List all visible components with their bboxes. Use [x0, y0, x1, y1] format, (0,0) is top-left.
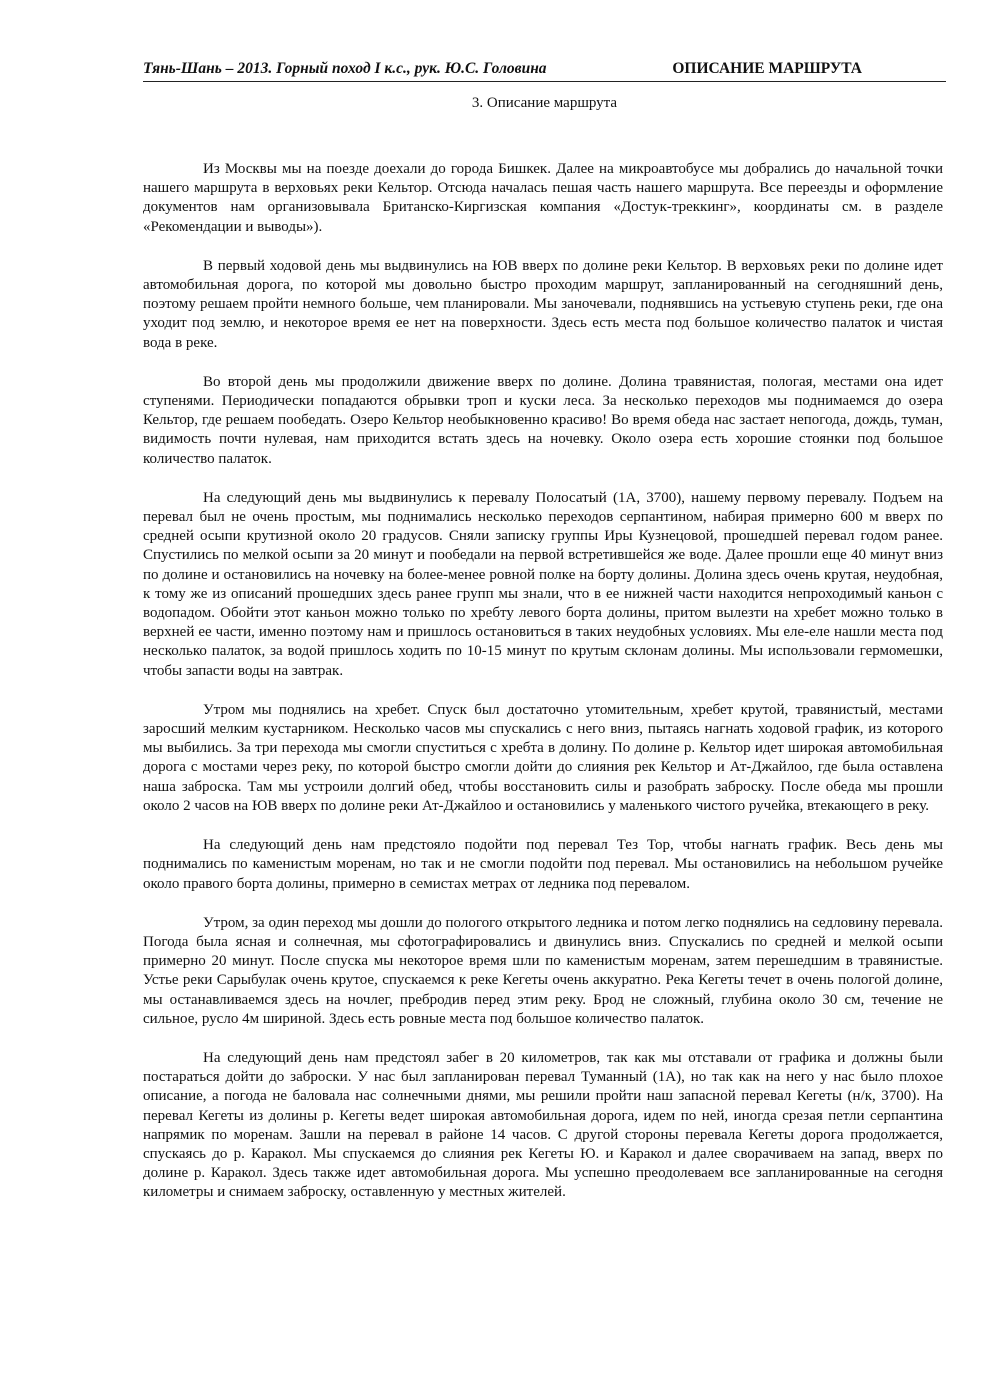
- paragraph-day-6: Утром, за один переход мы дошли до пологого открытого ледника и потом легко поднялись на седловину перевала. Погода была ясная и солнечная, мы сфотографировались и двинулись вниз. Спускались по средней и мелкой осыпи примерно 20 минут. После спуска мы некоторое время шли по каменистым моренам, затем перешедшим в травянистые. Устье реки Сарыбулак очень крутое, спускаемся к реке Кегеты очень аккуратно. Река Кегеты течет в очень пологой долине, мы останавливаемся здесь на ночлег, пребродив перед этим реку. Брод не сложный, глубина около 30 см, течение не сильное, русло 4м шириной. Здесь есть ровные места под большое количество палаток.: [143, 914, 943, 1027]
- paragraph-day-7: На следующий день нам предстоял забег в 20 километров, так как мы отставали от графика и должны были постараться дойти до заброски. У нас был запланирован перевал Туманный (1А), но так как на него у нас было плохое описание, а погода не баловала нас солнечными днями, мы решили пройти наш запасной перевал Кегеты (н/к, 3700). На перевал Кегеты из долины р. Кегеты ведет широкая автомобильная дорога, идем по ней, иногда срезая петли серпантина напрямик по моренам. Зашли на перевал в районе 14 часов. С другой стороны перевала Кегеты дорога продолжается, спускаясь до р. Каракол. Мы спускаемся до слияния рек Кегеты Ю. и Каракол и далее сворачиваем на запад, вверх по долине р. Каракол. Здесь также идет автомобильная дорога. Мы успешно преодолеваем все запланированные на сегодня километры и снимаем заброску, оставленную у местных жителей.: [143, 1049, 943, 1201]
- paragraph-travel-to-start: Из Москвы мы на поезде доехали до города Бишкек. Далее на микроавтобусе мы добрались до начальной точки нашего маршрута в верховьях реки Кельтор. Отсюда началась пешая часть нашего маршрута. Все переезды и оформление документов нам организовывала Британско-Киргизская компания «Достук-треккинг», координаты см. в разделе «Рекомендации и выводы»).: [143, 161, 943, 235]
- paragraph-day-1: В первый ходовой день мы выдвинулись на ЮВ вверх по долине реки Кельтор. В верховьях реки по долине идет автомобильная дорога, по которой мы довольно быстро проходим маршрут, запланированный на сегодняшний день, поэтому решаем пройти немного больше, чем планировали. Мы заночевали, поднявшись на устьевую ступень реки, где она уходит под землю, и некоторое время ее нет на поверхности. Здесь есть места под большое количество палаток и чистая вода в реке.: [143, 257, 943, 351]
- section-title: 3. Описание маршрута: [471, 95, 618, 111]
- route-description-body: [143, 160, 943, 1223]
- header-section-name: ОПИСАНИЕ МАРШРУТА: [672, 60, 862, 77]
- running-header: [143, 59, 946, 82]
- paragraph-day-5: На следующий день нам предстояло подойти под перевал Тез Тор, чтобы нагнать график. Весь день мы поднимались по каменистым моренам, но так и не смогли подойти под перевал. Мы остановились на небольшом ручейке около правого борта долины, примерно в семистах метрах от ледника под перевалом.: [143, 837, 943, 892]
- paragraph-day-2: Во второй день мы продолжили движение вверх по долине. Долина травянистая, пологая, местами она идет ступенями. Периодически попадаются обрывки троп и куски леса. За несколько переходов мы поднимаемся до озера Кельтор, где решаем пообедать. Озеро Кельтор необыкновенно красиво! Во время обеда нас застает непогода, дождь, туман, видимость почти нулевая, нам приходится встать здесь на ночевку. Около озера есть хорошие стоянки под большое количество палаток.: [143, 373, 943, 467]
- header-expedition-title: Тянь-Шань – 2013. Горный поход I к.с., рук. Ю.С. Головина: [143, 60, 547, 77]
- paragraph-day-3: На следующий день мы выдвинулись к перевалу Полосатый (1А, 3700), нашему первому перевалу. Подъем на перевал был не очень простым, мы поднимались несколько переходов серпантином, набирая примерно 600 м вверх по средней осыпи крутизной около 20 градусов. Сняли записку группы Иры Кузнецовой, прошедшей перевал годом ранее. Спустились по мелкой осыпи за 20 минут и пообедали на первой встретившейся же воде. Далее прошли еще 40 минут вниз по долине и остановились на ночевку на более-менее ровной полке на борту долины. Долина здесь очень крутая, неудобная, к тому же из описаний прошедших здесь ранее групп мы знали, что в ее нижней части находится непроходимый каньон с водопадом. Обойти этот каньон можно только по хребту левого борта долины, притом вылезти на хребет можно только в верхней ее части, именно поэтому нам и пришлось остановиться в таких неудобных условиях. Мы еле-еле нашли места под несколько палаток, за водой пришлось ходить по 10-15 минут по крутым склонам долины. Мы использовали гермомешки, чтобы запасти воды на завтрак.: [143, 489, 943, 679]
- paragraph-day-4: Утром мы поднялись на хребет. Спуск был достаточно утомительным, хребет крутой, травянистый, местами заросший мелким кустарником. Несколько часов мы спускались с него вниз, пытаясь нагнать ходовой график, из которого мы выбились. За три перехода мы смогли спуститься с хребта в долину. По долине р. Кельтор идет широкая автомобильная дорога с мостами через реку, по которой быстро смогли дойти до слияния рек Кельтор и Ат-Джайлоо, где была оставлена наша заброска. Там мы устроили долгий обед, чтобы восстановить силы и разобрать заброску. После обеда мы прошли около 2 часов на ЮВ вверх по долине реки Ат-Джайлоо и остановились у маленького чистого ручейка, втекающего в реку.: [143, 701, 943, 814]
